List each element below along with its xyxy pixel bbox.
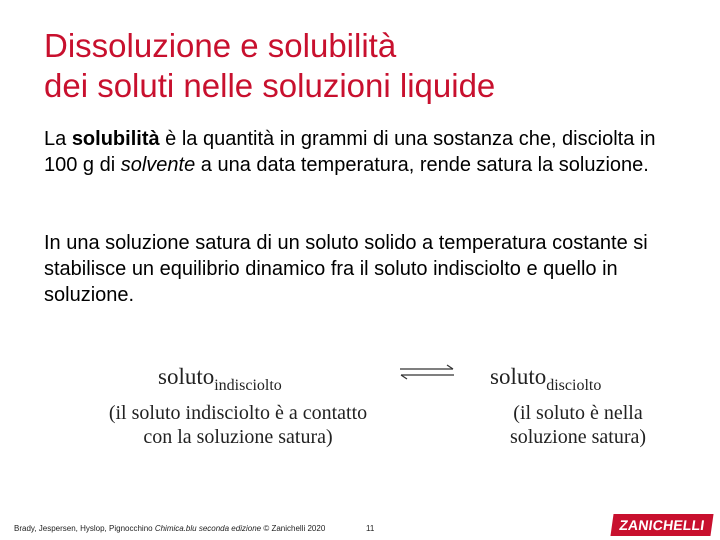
credit-book-title: Chimica.blu seconda edizione bbox=[154, 524, 262, 533]
undissolved-solute-label bbox=[88, 364, 388, 395]
page-number: 11 bbox=[366, 524, 375, 533]
solute-subscript: indisciolto bbox=[214, 377, 282, 394]
zanichelli-logo: ZANICHELLI bbox=[610, 514, 713, 536]
dissolved-solute-block bbox=[478, 364, 678, 449]
solute-word: soluto bbox=[490, 364, 547, 389]
solubility-term: solubilità bbox=[71, 128, 160, 150]
footer-credit bbox=[14, 524, 325, 533]
undissolved-description bbox=[88, 401, 388, 449]
solvent-term: solvente bbox=[120, 154, 196, 176]
dissolved-solute-label bbox=[478, 364, 678, 395]
title-line-2: dei soluti nelle soluzioni liquide bbox=[44, 67, 496, 104]
title-line-1: Dissoluzione e solubilità bbox=[44, 27, 397, 64]
solute-word: soluto bbox=[158, 364, 215, 389]
credit-copyright: © Zanichelli 2020 bbox=[261, 524, 326, 533]
solute-subscript: disciolto bbox=[546, 377, 602, 394]
equilibrium-arrows-icon bbox=[398, 364, 456, 380]
text-segment: La bbox=[44, 128, 72, 150]
dissolved-description bbox=[478, 401, 678, 449]
text-segment: a una data temperatura, rende satura la soluzione. bbox=[195, 154, 649, 176]
description-line: (il soluto indisciolto è a contatto bbox=[108, 402, 368, 424]
text-segment: è la quantità in grammi di una sostanza che, disciolta in 100 g di bbox=[44, 128, 656, 176]
equilibrium-paragraph: In una soluzione satura di un soluto solido a temperatura costante si stabilisce un equilibrio dinamico fra il soluto indisciolto e quello in soluzione. bbox=[44, 232, 648, 306]
description-line: (il soluto è nella bbox=[513, 402, 643, 424]
description-line: con la soluzione satura) bbox=[143, 426, 333, 448]
slide-title bbox=[44, 26, 684, 106]
undissolved-solute-block bbox=[88, 364, 388, 449]
definition-paragraph bbox=[44, 126, 684, 178]
description-line: soluzione satura) bbox=[509, 426, 647, 448]
credit-authors: Brady, Jespersen, Hyslop, Pignocchino bbox=[14, 524, 155, 533]
